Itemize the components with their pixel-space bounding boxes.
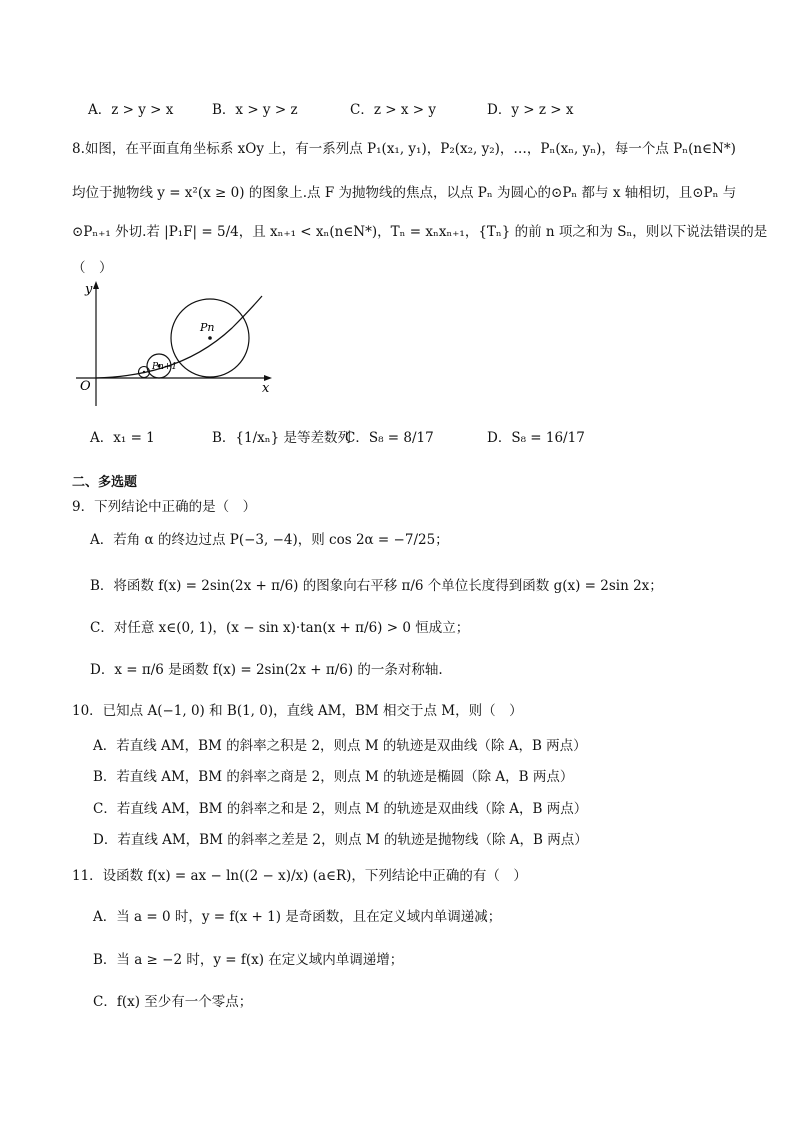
q9-option-d: D．x = π/6 是函数 f(x) = 2sin(2x + π/6) 的一条对称轴.	[90, 662, 443, 678]
origin-label: O	[80, 379, 91, 394]
q8-stem-line-2: 均位于抛物线 y = x²(x ≥ 0) 的图象上.点 F 为抛物线的焦点，以点 Pₙ 为圆心的⊙Pₙ 都与 x 轴相切，且⊙Pₙ 与	[72, 185, 737, 201]
x-axis-label: x	[262, 381, 270, 396]
y-axis-label: y	[85, 282, 93, 297]
q10-option-d: D．若直线 AM，BM 的斜率之差是 2，则点 M 的轨迹是抛物线（除 A，B 两点）	[93, 832, 588, 848]
q10-option-b: B．若直线 AM，BM 的斜率之商是 2，则点 M 的轨迹是椭圆（除 A，B 两点）	[93, 769, 574, 785]
q7-option-b: B．x > y > z	[212, 102, 298, 118]
q8-option-a: A．x₁ = 1	[90, 430, 155, 446]
q8-option-c: C．S₈ = 8/17	[345, 430, 434, 446]
q8-figure	[72, 280, 282, 410]
q11-option-a: A．当 a = 0 时，y = f(x + 1) 是奇函数，且在定义域内单调递减；	[93, 909, 502, 925]
section-heading-multiple-choice: 二、多选题	[72, 475, 138, 490]
q11-option-b: B．当 a ≥ −2 时，y = f(x) 在定义域内单调递增；	[93, 952, 404, 968]
q8-stem-line-3: ⊙Pₙ₊₁ 外切.若 |P₁F| = 5/4，且 xₙ₊₁ < xₙ(n∈N*)，Tₙ = xₙxₙ₊₁，{Tₙ} 的前 n 项之和为 Sₙ，则以下说法错误的是	[72, 224, 768, 240]
q7-option-c: C．z > x > y	[350, 102, 436, 118]
q8-option-d: D．S₈ = 16/17	[487, 430, 585, 446]
q9-option-c: C．对任意 x∈(0, 1)，(x − sin x)·tan(x + π/6) > 0 恒成立；	[90, 620, 470, 636]
pn1-label: Pn+1	[152, 362, 178, 372]
center-pn	[208, 336, 212, 340]
q9-stem: 9．下列结论中正确的是（ ）	[72, 499, 257, 515]
q8-option-b: B．{1/xₙ} 是等差数列	[212, 430, 351, 446]
q10-option-a: A．若直线 AM，BM 的斜率之积是 2，则点 M 的轨迹是双曲线（除 A，B 两点）	[93, 738, 587, 754]
q7-option-d: D．y > z > x	[487, 102, 574, 118]
y-axis-arrow	[93, 281, 99, 289]
pn-label: Pn	[200, 321, 215, 334]
q11-option-c: C．f(x) 至少有一个零点；	[93, 994, 253, 1010]
q7-option-a: A．z > y > x	[88, 102, 174, 118]
q11-stem: 11．设函数 f(x) = ax − ln((2 − x)/x) (a∈R)，下列结论中正确的有（ ）	[72, 868, 527, 884]
q10-stem: 10．已知点 A(−1, 0) 和 B(1, 0)，直线 AM，BM 相交于点 M，则（ ）	[72, 703, 523, 719]
q9-option-a: A．若角 α 的终边过点 P(−3, −4)，则 cos 2α = −7/25；	[90, 532, 449, 548]
q10-option-c: C．若直线 AM，BM 的斜率之和是 2，则点 M 的轨迹是双曲线（除 A，B 两点）	[93, 801, 588, 817]
q8-stem-line-1: 8.如图，在平面直角坐标系 xOy 上，有一系列点 P₁(x₁, y₁)，P₂(x₂, y₂)，…，Pₙ(xₙ, yₙ)，每一个点 Pₙ(n∈N*)	[72, 141, 736, 157]
center-small	[143, 371, 145, 373]
q9-option-b: B．将函数 f(x) = 2sin(2x + π/6) 的图象向右平移 π/6 个单位长度得到函数 g(x) = 2sin 2x；	[90, 578, 663, 594]
q8-answer-paren: （ ）	[72, 260, 113, 276]
